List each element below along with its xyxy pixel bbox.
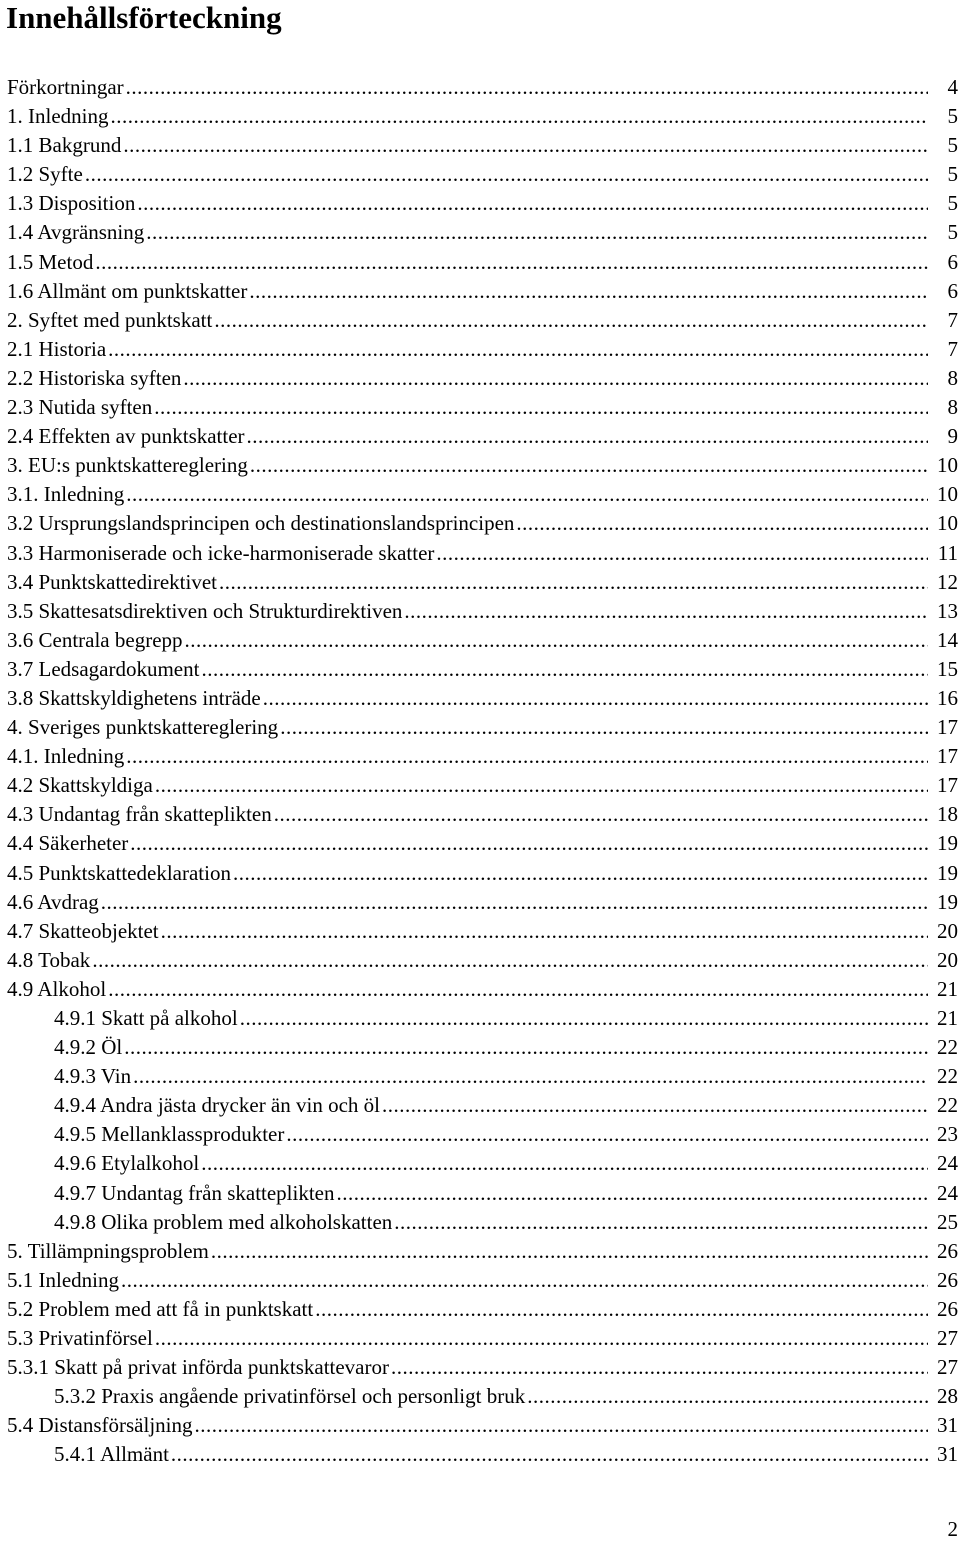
toc-entry-title: 4.9.2 Öl (54, 1035, 123, 1060)
dot-leader (201, 655, 928, 684)
toc-entry-title: 4.1. Inledning (7, 744, 125, 769)
dot-leader (394, 1208, 928, 1237)
toc-entry-page: 11 (937, 540, 958, 565)
toc-entry-title: 4.4 Säkerheter (7, 831, 129, 856)
toc-entry[interactable] (0, 393, 960, 422)
toc-entry-page: 26 (937, 1296, 958, 1321)
toc-entry-title: 4.6 Avdrag (7, 889, 99, 914)
dot-leader (391, 1353, 928, 1382)
dot-leader (146, 218, 928, 247)
toc-entry-page: 26 (937, 1267, 958, 1292)
dot-leader (404, 597, 928, 626)
dot-leader (161, 917, 928, 946)
toc-entry-page: 5 (947, 162, 958, 187)
toc-entry[interactable] (0, 1149, 960, 1178)
toc-entry-page: 5 (947, 104, 958, 129)
dot-leader (126, 742, 928, 771)
toc-entry-title: 5.2 Problem med att få in punktskatt (7, 1296, 314, 1321)
dot-leader (286, 1120, 928, 1149)
toc-entry-page: 6 (947, 278, 958, 303)
toc-entry[interactable] (0, 859, 960, 888)
dot-leader (250, 451, 928, 480)
toc-entry[interactable] (0, 422, 960, 451)
toc-entry-title: 4.8 Tobak (7, 947, 91, 972)
dot-leader (436, 539, 928, 568)
toc-entry-title: 5.4.1 Allmänt (54, 1442, 169, 1467)
toc-entry-page: 7 (947, 307, 958, 332)
toc-entry[interactable] (0, 742, 960, 771)
toc-entry[interactable] (0, 626, 960, 655)
dot-leader (315, 1295, 928, 1324)
toc-entry[interactable] (0, 713, 960, 742)
toc-entry[interactable] (0, 306, 960, 335)
toc-entry-title: 4.7 Skatteobjektet (7, 918, 159, 943)
toc-entry[interactable] (0, 1382, 960, 1411)
toc-entry-page: 14 (937, 627, 958, 652)
toc-entry-title: 3.8 Skattskyldighetens inträde (7, 685, 261, 710)
toc-entry-title: 2.3 Nutida syften (7, 395, 153, 420)
toc-entry-title: 5.3 Privatinförsel (7, 1326, 153, 1351)
toc-entry[interactable] (0, 888, 960, 917)
toc-entry[interactable] (0, 975, 960, 1004)
toc-entry-page: 15 (937, 656, 958, 681)
toc-entry[interactable] (0, 539, 960, 568)
toc-entry-title: 2.2 Historiska syften (7, 365, 182, 390)
toc-entry-title: 3.1. Inledning (7, 482, 125, 507)
toc-entry-page: 19 (937, 860, 958, 885)
toc-entry-title: Förkortningar (7, 75, 124, 99)
toc-entry-page: 24 (937, 1180, 958, 1205)
toc-entry-title: 4.9.3 Vin (54, 1064, 132, 1089)
toc-entry[interactable] (0, 480, 960, 509)
toc-entry-title: 1.4 Avgränsning (7, 220, 145, 245)
toc-entry-page: 10 (937, 482, 958, 507)
toc-entry-page: 10 (937, 453, 958, 478)
toc-entry-title: 4.9.1 Skatt på alkohol (54, 1006, 238, 1030)
dot-leader (121, 1266, 928, 1295)
toc-entry-title: 2. Syftet med punktskatt (7, 307, 213, 332)
toc-entry[interactable] (0, 277, 960, 306)
toc-entry-page: 27 (937, 1355, 958, 1380)
toc-entry-title: 4.9.4 Andra jästa drycker än vin och öl (54, 1093, 380, 1118)
toc-entry-page: 5 (947, 191, 958, 216)
dot-leader (214, 306, 928, 335)
page-number: 2 (947, 1517, 958, 1541)
dot-leader (133, 1062, 928, 1091)
toc-entry-page: 31 (937, 1442, 958, 1467)
dot-leader (130, 829, 928, 858)
toc-entry-page: 16 (937, 685, 958, 710)
toc-entry[interactable] (0, 1062, 960, 1091)
toc-entry-page: 17 (937, 773, 958, 798)
dot-leader (101, 888, 928, 917)
toc-entry-title: 4.9.8 Olika problem med alkoholskatten (54, 1209, 393, 1234)
dot-leader (183, 364, 928, 393)
toc-entry[interactable] (0, 800, 960, 829)
toc-entry[interactable] (0, 335, 960, 364)
toc-entry-title: 4.9.7 Undantag från skatteplikten (54, 1180, 335, 1205)
toc-entry-page: 27 (937, 1326, 958, 1351)
toc-entry-title: 4. Sveriges punktskattereglering (7, 715, 279, 740)
toc-entry-title: 3.3 Harmoniserade och icke-harmoniserade skatter (7, 540, 435, 565)
toc-entry-title: 4.3 Undantag från skatteplikten (7, 802, 272, 827)
dot-leader (124, 1033, 928, 1062)
dot-leader (155, 771, 928, 800)
toc-entry[interactable] (0, 364, 960, 393)
dot-leader (201, 1149, 928, 1178)
toc-entry[interactable] (0, 189, 960, 218)
dot-leader (247, 422, 928, 451)
dot-leader (263, 684, 928, 713)
toc-entry-page: 10 (937, 511, 958, 536)
dot-leader (274, 800, 928, 829)
toc-entry[interactable] (0, 1324, 960, 1353)
toc-entry-page: 6 (947, 249, 958, 274)
toc-entry-page: 21 (937, 1006, 958, 1030)
toc-entry-page: 13 (937, 598, 958, 623)
toc-entry[interactable] (0, 829, 960, 858)
toc-entry-page: 20 (937, 947, 958, 972)
dot-leader (85, 160, 928, 189)
dot-leader (154, 393, 928, 422)
dot-leader (240, 1004, 928, 1033)
page-title: Innehållsförteckning (6, 0, 282, 35)
dot-leader (126, 73, 928, 102)
toc-entry[interactable] (0, 248, 960, 277)
dot-leader (108, 975, 928, 1004)
toc-entry[interactable] (0, 1237, 960, 1266)
toc-entry-page: 19 (937, 831, 958, 856)
dot-leader (211, 1237, 928, 1266)
toc-entry-page: 22 (937, 1093, 958, 1118)
toc-entry[interactable] (0, 771, 960, 800)
toc-entry-title: 4.2 Skattskyldiga (7, 773, 153, 798)
toc-entry-page: 25 (937, 1209, 958, 1234)
toc-entry-title: 1. Inledning (7, 104, 109, 129)
toc-entry-page: 19 (937, 889, 958, 914)
dot-leader (382, 1091, 928, 1120)
toc-entry-page: 31 (937, 1413, 958, 1438)
toc-entry-page: 18 (937, 802, 958, 827)
toc-entry-title: 3.2 Ursprungslandsprincipen och destinationslandsprincipen (7, 511, 515, 536)
dot-leader (516, 509, 928, 538)
toc-entry[interactable] (0, 218, 960, 247)
toc-entry[interactable] (0, 684, 960, 713)
toc-entry-title: 5.4 Distansförsäljning (7, 1413, 193, 1438)
toc-entry-page: 5 (947, 220, 958, 245)
toc-entry-page: 8 (947, 395, 958, 420)
toc-entry[interactable] (0, 102, 960, 131)
dot-leader (185, 626, 928, 655)
toc-entry-title: 3.4 Punktskattedirektivet (7, 569, 217, 594)
toc-entry[interactable] (0, 1091, 960, 1120)
toc-entry-page: 8 (947, 365, 958, 390)
toc-entry-title: 2.4 Effekten av punktskatter (7, 424, 245, 449)
toc-entry-title: 1.2 Syfte (7, 162, 83, 187)
dot-leader (110, 102, 928, 131)
toc-entry[interactable] (0, 655, 960, 684)
dot-leader (219, 568, 928, 597)
dot-leader (95, 248, 928, 277)
toc-entry-page: 17 (937, 744, 958, 769)
dot-leader (137, 189, 928, 218)
toc-entry[interactable] (0, 568, 960, 597)
toc-entry-title: 3. EU:s punktskattereglering (7, 453, 248, 478)
toc-entry-title: 5.1 Inledning (7, 1267, 119, 1292)
dot-leader (527, 1382, 928, 1411)
toc-entry-title: 4.9.5 Mellanklassprodukter (54, 1122, 285, 1147)
toc-entry[interactable] (0, 73, 960, 102)
toc-entry[interactable] (0, 1004, 960, 1033)
toc-entry-page: 12 (937, 569, 958, 594)
toc-entry-page: 23 (937, 1122, 958, 1147)
toc-entry-page: 5 (947, 133, 958, 158)
toc-entry[interactable] (0, 1411, 960, 1440)
toc-entry[interactable] (0, 1353, 960, 1382)
dot-leader (108, 335, 928, 364)
toc-entry-title: 1.1 Bakgrund (7, 133, 122, 158)
dot-leader (171, 1440, 928, 1469)
toc-entry[interactable] (0, 946, 960, 975)
dot-leader (233, 859, 928, 888)
dot-leader (249, 277, 928, 306)
dot-leader (280, 713, 928, 742)
toc-entry[interactable] (0, 131, 960, 160)
dot-leader (337, 1179, 928, 1208)
toc-entry[interactable] (0, 1208, 960, 1237)
dot-leader (92, 946, 928, 975)
toc-entry-title: 1.6 Allmänt om punktskatter (7, 278, 248, 303)
table-of-contents (0, 73, 960, 1470)
dot-leader (194, 1411, 928, 1440)
toc-entry-page: 9 (947, 424, 958, 449)
toc-entry[interactable] (0, 451, 960, 480)
toc-entry[interactable] (0, 1120, 960, 1149)
toc-entry-title: 4.5 Punktskattedeklaration (7, 860, 231, 885)
dot-leader (126, 480, 928, 509)
toc-entry[interactable] (0, 917, 960, 946)
toc-entry-title: 3.6 Centrala begrepp (7, 627, 183, 652)
toc-entry-title: 5. Tillämpningsproblem (7, 1238, 209, 1263)
toc-entry[interactable] (0, 1266, 960, 1295)
toc-entry[interactable] (0, 509, 960, 538)
toc-entry-page: 4 (947, 75, 958, 99)
toc-entry-page: 28 (937, 1384, 958, 1409)
toc-entry-page: 24 (937, 1151, 958, 1176)
toc-entry[interactable] (0, 1440, 960, 1469)
toc-entry-title: 5.3.1 Skatt på privat införda punktskattevaror (7, 1355, 389, 1380)
toc-entry-title: 2.1 Historia (7, 336, 107, 361)
toc-entry-page: 21 (937, 976, 958, 1001)
toc-entry-page: 22 (937, 1064, 958, 1089)
toc-entry-title: 1.3 Disposition (7, 191, 136, 216)
toc-entry-title: 1.5 Metod (7, 249, 94, 274)
toc-entry-title: 3.7 Ledsagardokument (7, 656, 200, 681)
toc-entry[interactable] (0, 160, 960, 189)
toc-entry-page: 26 (937, 1238, 958, 1263)
toc-entry[interactable] (0, 1295, 960, 1324)
toc-entry-title: 3.5 Skattesatsdirektiven och Strukturdirektiven (7, 598, 403, 623)
toc-entry-page: 22 (937, 1035, 958, 1060)
toc-entry-title: 5.3.2 Praxis angående privatinförsel och personligt bruk (54, 1384, 526, 1409)
toc-entry-page: 7 (947, 336, 958, 361)
toc-entry[interactable] (0, 597, 960, 626)
toc-entry-page: 20 (937, 918, 958, 943)
toc-entry[interactable] (0, 1033, 960, 1062)
toc-entry-title: 4.9 Alkohol (7, 976, 107, 1001)
toc-entry-title: 4.9.6 Etylalkohol (54, 1151, 200, 1176)
toc-entry-page: 17 (937, 715, 958, 740)
dot-leader (123, 131, 928, 160)
dot-leader (155, 1324, 928, 1353)
toc-entry[interactable] (0, 1179, 960, 1208)
